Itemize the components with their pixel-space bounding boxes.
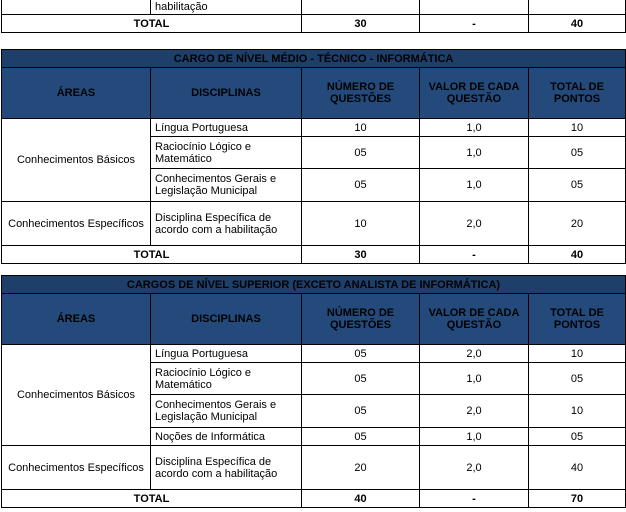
header-total-pontos: TOTAL DE PONTOS — [529, 68, 626, 119]
total-label: TOTAL — [2, 15, 302, 33]
total-pontos: 70 — [529, 490, 626, 508]
questoes-cell: 20 — [302, 446, 420, 490]
questoes-cell: 05 — [302, 169, 420, 202]
pontos-cell: 10 — [529, 345, 626, 363]
valor-cell: 2,0 — [420, 446, 529, 490]
total-questoes: 30 — [302, 246, 420, 264]
total-valor: - — [420, 490, 529, 508]
header-valor-cada-questao: VALOR DE CADA QUESTÃO — [420, 294, 529, 345]
total-valor: - — [420, 246, 529, 264]
header-row — [2, 294, 626, 345]
area-cell: Conhecimentos Básicos — [2, 345, 151, 446]
questoes-cell: 05 — [302, 428, 420, 446]
valor-cell: 1,0 — [420, 363, 529, 395]
disciplina-cell: Noções de Informática — [151, 428, 302, 446]
header-numero-questoes: NÚMERO DE QUESTÕES — [302, 68, 420, 119]
header-disciplinas: DISCIPLINAS — [151, 68, 302, 119]
valor-cell: 2,0 — [420, 202, 529, 246]
total-questoes: 40 — [302, 490, 420, 508]
header-areas: ÁREAS — [2, 68, 151, 119]
questoes-cell: 05 — [302, 363, 420, 395]
total-questoes: 30 — [302, 15, 420, 33]
pontos-cell: 05 — [529, 363, 626, 395]
area-cell: Conhecimentos Básicos — [2, 119, 151, 202]
table-row — [2, 202, 626, 246]
valor-cell: 1,0 — [420, 169, 529, 202]
disciplina-cell: Raciocínio Lógico e Matemático — [151, 363, 302, 395]
questoes-cell: 05 — [302, 345, 420, 363]
previous-table-fragment — [1, 0, 626, 33]
table-cell: habilitação — [151, 0, 302, 15]
pontos-cell: 05 — [529, 169, 626, 202]
questoes-cell: 05 — [302, 395, 420, 428]
pontos-cell: 05 — [529, 428, 626, 446]
total-label: TOTAL — [2, 246, 302, 264]
header-total-pontos: TOTAL DE PONTOS — [529, 294, 626, 345]
table-nivel-medio — [1, 49, 626, 264]
pontos-cell: 10 — [529, 119, 626, 137]
table-title: CARGO DE NÍVEL MÉDIO - TÉCNICO - INFORMÁTICA — [2, 50, 626, 68]
disciplina-cell: Conhecimentos Gerais e Legislação Municipal — [151, 169, 302, 202]
total-row — [2, 246, 626, 264]
valor-cell: 1,0 — [420, 428, 529, 446]
header-valor-cada-questao: VALOR DE CADA QUESTÃO — [420, 68, 529, 119]
table-nivel-superior — [1, 275, 626, 508]
questoes-cell: 10 — [302, 202, 420, 246]
disciplina-cell: Disciplina Específica de acordo com a habilitação — [151, 446, 302, 490]
pontos-cell: 20 — [529, 202, 626, 246]
table-title: CARGOS DE NÍVEL SUPERIOR (EXCETO ANALISTA DE INFORMÁTICA) — [2, 276, 626, 294]
total-row — [2, 490, 626, 508]
total-row — [2, 15, 626, 33]
pontos-cell: 40 — [529, 446, 626, 490]
questoes-cell: 05 — [302, 137, 420, 169]
disciplina-cell: Disciplina Específica de acordo com a habilitação — [151, 202, 302, 246]
pontos-cell: 05 — [529, 137, 626, 169]
disciplina-cell: Conhecimentos Gerais e Legislação Municipal — [151, 395, 302, 428]
header-row — [2, 68, 626, 119]
disciplina-cell: Língua Portuguesa — [151, 119, 302, 137]
valor-cell: 1,0 — [420, 119, 529, 137]
valor-cell: 2,0 — [420, 345, 529, 363]
table-row — [2, 446, 626, 490]
header-disciplinas: DISCIPLINAS — [151, 294, 302, 345]
table-row — [2, 345, 626, 363]
total-label: TOTAL — [2, 490, 302, 508]
disciplina-cell: Língua Portuguesa — [151, 345, 302, 363]
total-pontos: 40 — [529, 15, 626, 33]
valor-cell: 2,0 — [420, 395, 529, 428]
area-cell: Conhecimentos Específicos — [2, 202, 151, 246]
table-row — [2, 119, 626, 137]
valor-cell: 1,0 — [420, 137, 529, 169]
questoes-cell: 10 — [302, 119, 420, 137]
area-cell: Conhecimentos Específicos — [2, 446, 151, 490]
pontos-cell: 10 — [529, 395, 626, 428]
total-pontos: 40 — [529, 246, 626, 264]
header-areas: ÁREAS — [2, 294, 151, 345]
total-valor: - — [420, 15, 529, 33]
disciplina-cell: Raciocínio Lógico e Matemático — [151, 137, 302, 169]
header-numero-questoes: NÚMERO DE QUESTÕES — [302, 294, 420, 345]
